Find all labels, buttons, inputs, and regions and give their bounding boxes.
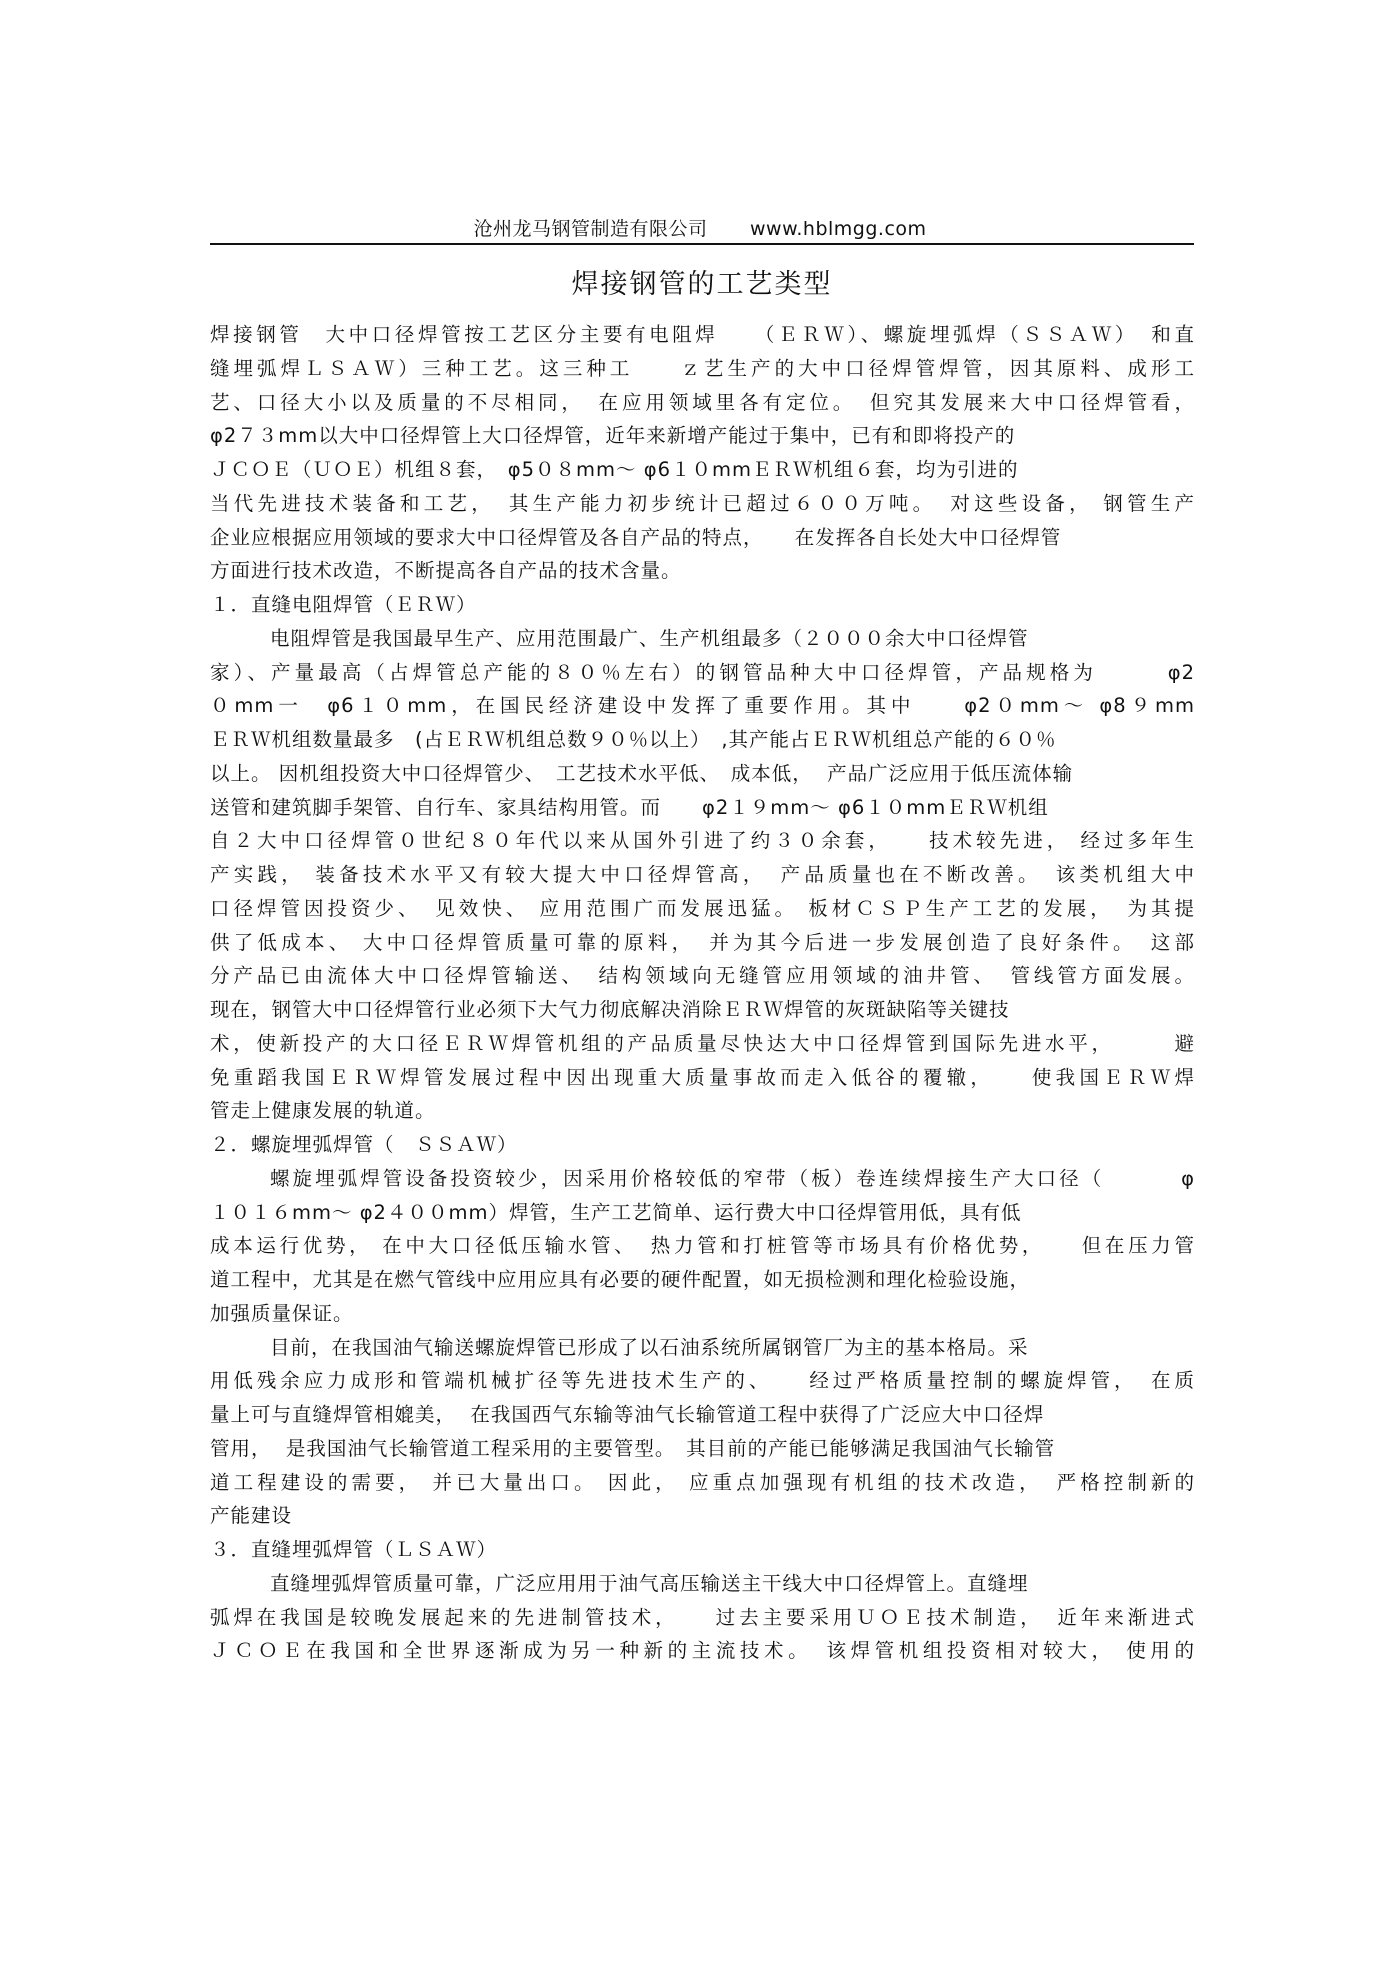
text-line: ２．螺旋埋弧焊管（ ＳＳＡＷ） bbox=[210, 1133, 518, 1156]
text-line: 以上。 因机组投资大中口径焊管少、 工艺技术水平低、 成本低， 产品广泛应用于低压流体输 bbox=[210, 761, 1074, 785]
text-line: 量上可与直缝焊管相媲美， 在我国西气东输等油气长输管道工程中获得了广泛应大中口径焊 bbox=[210, 1403, 1045, 1426]
header-divider bbox=[210, 243, 1194, 245]
text-line: 口径焊管因投资少、 见效快、 应用范围广而发展迅猛。 板材ＣＳＰ生产工艺的发展， 为其提 bbox=[210, 896, 1195, 920]
text-line: 产能建设 bbox=[210, 1504, 293, 1528]
text-line: 用低残余应力成形和管端机械扩径等先进技术生产的、 经过严格质量控制的螺旋焊管， 在质 bbox=[210, 1369, 1195, 1393]
text-line: 家）、产量最高（占焊管总产能的８０％左右）的钢管品种大中口径焊管，产品规格为 φ2 bbox=[210, 660, 1195, 684]
text-line: φ2７３mm以大中口径焊管上大口径焊管，近年来新增产能过于集中，已有和即将投产的 bbox=[210, 424, 1016, 448]
text-line: ＪＣＯＥ（ＵＯＥ）机组８套， φ5０８mm～ φ6１０mmＥＲＷ机组６套，均为引进的 bbox=[210, 458, 1019, 481]
text-line: 目前，在我国油气输送螺旋焊管已形成了以石油系统所属钢管厂为主的基本格局。采 bbox=[270, 1335, 1029, 1359]
text-line: 成本运行优势， 在中大口径低压输水管、 热力管和打桩管等市场具有价格优势， 但在压力管 bbox=[210, 1234, 1195, 1258]
text-line: 分产品已由流体大中口径焊管输送、 结构领域向无缝管应用领域的油井管、 管线管方面发展。 bbox=[210, 964, 1195, 988]
website-url: www.hblmgg.com bbox=[750, 218, 927, 240]
text-line: 艺、口径大小以及质量的不尽相同， 在应用领域里各有定位。 但究其发展来大中口径焊管看， bbox=[210, 390, 1195, 414]
text-line: １．直缝电阻焊管（ＥＲＷ） bbox=[210, 593, 477, 616]
text-line: 产实践， 装备技术水平又有较大提大中口径焊管高， 产品质量也在不断改善。 该类机组大中 bbox=[210, 863, 1195, 886]
text-line: 加强质量保证。 bbox=[210, 1301, 354, 1325]
text-line: 术，使新投产的大口径ＥＲＷ焊管机组的产品质量尽快达大中口径焊管到国际先进水平， 避 bbox=[210, 1031, 1195, 1055]
text-line: 送管和建筑脚手架管、自行车、家具结构用管。而 φ2１９mm～ φ6１０mmＥＲＷ机组 bbox=[210, 795, 1049, 819]
document-title: 焊接钢管的工艺类型 bbox=[571, 269, 833, 300]
text-line: ＪＣＯＥ在我国和全世界逐渐成为另一种新的主流技术。 该焊管机组投资相对较大， 使用的 bbox=[210, 1639, 1195, 1663]
text-line: 管用， 是我国油气长输管道工程采用的主要管型。 其目前的产能已能够满足我国油气长输管 bbox=[210, 1436, 1056, 1460]
text-line: 免重蹈我国ＥＲＷ焊管发展过程中因出现重大质量事故而走入低谷的覆辙， 使我国ＥＲＷ焊 bbox=[210, 1065, 1195, 1089]
text-line: 管走上健康发展的轨道。 bbox=[210, 1099, 436, 1123]
text-line: ＥＲＷ机组数量最多 (占ＥＲＷ机组总数９０％以上） ,其产能占ＥＲＷ机组总产能的６０％ bbox=[210, 728, 1057, 751]
text-line: ０mm一 φ6１０mm，在国民经济建设中发挥了重要作用。其中 φ2０mm～ φ8９mm bbox=[210, 694, 1195, 718]
text-line: １０１６mm～ φ2４００mm）焊管，生产工艺简单、运行费大中口径焊管用低，具有低 bbox=[210, 1200, 1022, 1224]
text-line: 现在，钢管大中口径焊管行业必须下大气力彻底解决消除ＥＲＷ焊管的灰斑缺陷等关键技 bbox=[210, 998, 1010, 1021]
text-line: 供了低成本、 大中口径焊管质量可靠的原料， 并为其今后进一步发展创造了良好条件。 这部 bbox=[210, 930, 1195, 954]
text-line: 缝埋弧焊ＬＳＡＷ）三种工艺。这三种工 ｚ艺生产的大中口径焊管焊管，因其原料、成形工 bbox=[210, 356, 1195, 380]
text-line: ３．直缝埋弧焊管（ＬＳＡＷ） bbox=[210, 1538, 498, 1561]
page-header bbox=[210, 214, 1190, 241]
text-line: 弧焊在我国是较晚发展起来的先进制管技术， 过去主要采用ＵＯＥ技术制造， 近年来渐进式 bbox=[210, 1605, 1195, 1629]
text-line: 焊接钢管 大中口径焊管按工艺区分主要有电阻焊 （ＥＲＷ）、螺旋埋弧焊（ＳＳＡＷ） 和直 bbox=[210, 323, 1195, 346]
text-line: 电阻焊管是我国最早生产、应用范围最广、生产机组最多（２０００余大中口径焊管 bbox=[270, 626, 1029, 650]
text-line: 道工程中，尤其是在燃气管线中应用应具有必要的硬件配置，如无损检测和理化检验设施， bbox=[210, 1268, 1031, 1291]
text-line: 道工程建设的需要， 并已大量出口。 因此， 应重点加强现有机组的技术改造， 严格控制新的 bbox=[210, 1470, 1195, 1494]
text-line: 方面进行技术改造，不断提高各自产品的技术含量。 bbox=[210, 559, 682, 583]
text-line: 企业应根据应用领域的要求大中口径焊管及各自产品的特点， 在发挥各自长处大中口径焊管 bbox=[210, 525, 1062, 549]
text-line: 直缝埋弧焊管质量可靠，广泛应用用于油气高压输送主干线大中口径焊管上。直缝埋 bbox=[270, 1571, 1029, 1595]
text-line: 自２大中口径焊管０世纪８０年代以来从国外引进了约３０余套， 技术较先进， 经过多年生 bbox=[210, 829, 1195, 853]
text-line: 螺旋埋弧焊管设备投资较少，因采用价格较低的窄带（板）卷连续焊接生产大口径（ φ bbox=[270, 1166, 1195, 1190]
company-name: 沧州龙马钢管制造有限公司 bbox=[473, 218, 708, 240]
text-line: 当代先进技术装备和工艺， 其生产能力初步统计已超过６００万吨。 对这些设备， 钢管生产 bbox=[210, 491, 1195, 515]
